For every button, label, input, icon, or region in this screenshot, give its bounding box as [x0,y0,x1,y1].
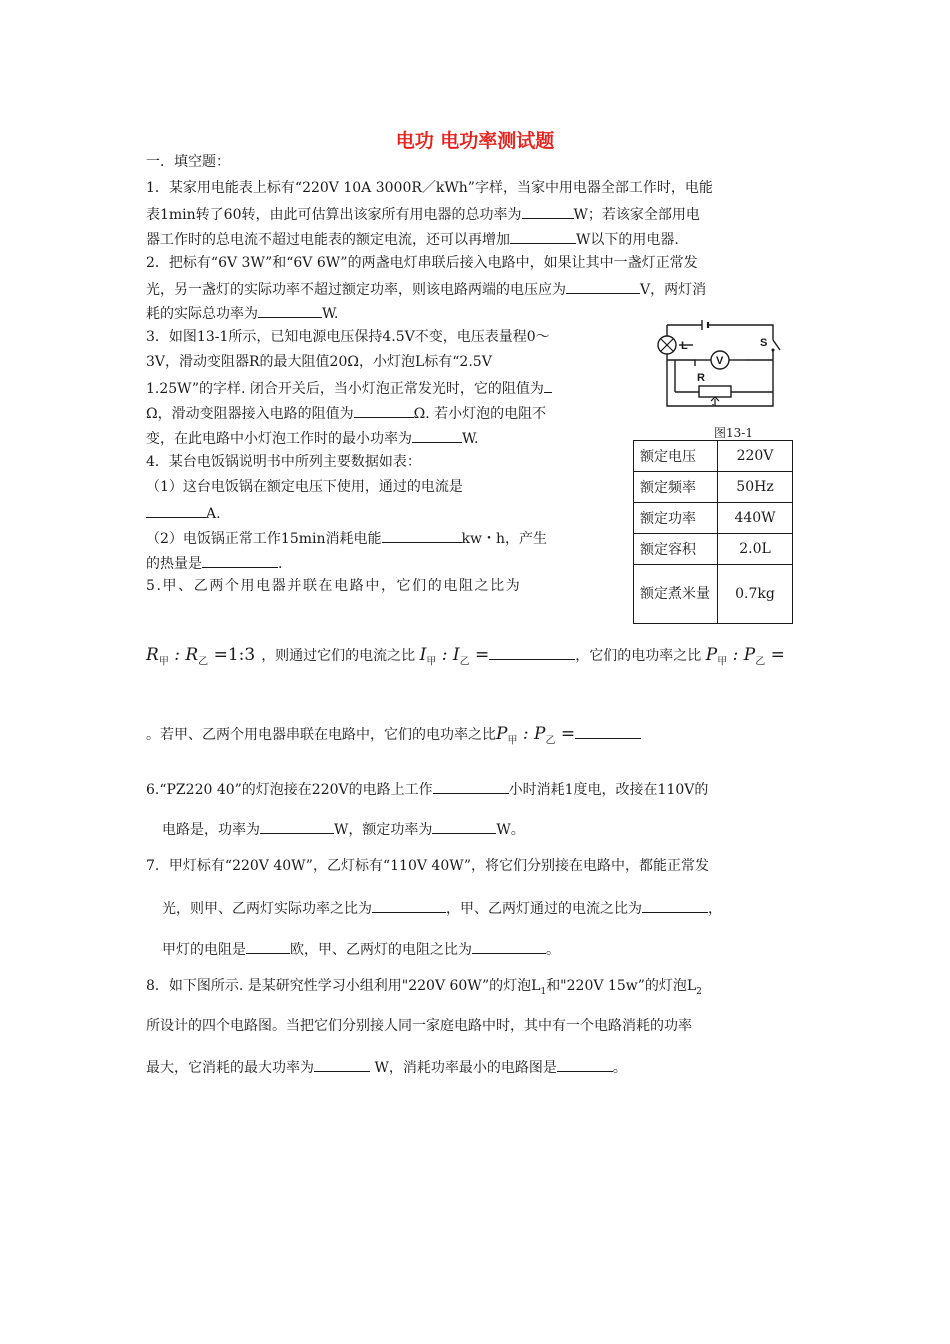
answer-blank[interactable] [372,897,446,913]
answer-blank[interactable] [433,778,509,794]
answer-blank[interactable] [412,427,462,443]
table-row: 额定频率 50Hz [634,472,793,503]
answer-blank[interactable] [544,377,552,393]
answer-blank[interactable] [557,1056,613,1072]
answer-blank[interactable] [246,938,290,954]
switch-icon [772,340,781,352]
q4-line5: 的热量是 . [146,552,282,574]
table-row: 额定功率 440W [634,503,793,534]
q1-line1: 1．某家用电能表上标有“220V 10A 3000R／kWh”字样，当家中用电器全部工作时，电能 [146,180,713,196]
answer-blank[interactable] [258,302,322,318]
q1-line2: 表1min转了60转，由此可估算出该家所有用电器的总功率为 W；若该家全部用电 [146,203,700,225]
q3-line1: 3．如图13-1所示，已知电源电压保持4.5V不变，电压表量程0～ [146,329,550,345]
section-heading: 一．填空题： [146,154,230,170]
lamp-icon [658,336,676,354]
rheostat-label: R [697,372,705,384]
q8-line3: 最大，它消耗的最大功率为 W，消耗功率最小的电路图是 。 [146,1056,627,1078]
q3-line4: Ω，滑动变阻器接入电路的阻值为 Ω. 若小灯泡的电阻不 [146,402,546,424]
q4-line3: A. [146,502,221,524]
answer-blank[interactable] [382,527,462,543]
page-title: 电功 电功率测试题 [395,130,555,152]
answer-blank[interactable] [146,502,206,518]
q7-line3: 甲灯的电阻是 欧，甲、乙两灯的电阻之比为 。 [162,938,560,960]
q6-line2: 电路是，功率为 W，额定功率为 W。 [162,818,525,840]
q1-line3: 器工作时的总电流不超过电能表的额定电流，还可以再增加 W以下的用电器. [146,228,679,250]
q2-line1: 2．把标有“6V 3W”和“6V 6W”的两盏电灯串联后接入电路中，如果让其中一盏灯正常发 [146,255,698,271]
answer-blank[interactable] [432,818,496,834]
answer-blank[interactable] [472,938,546,954]
answer-blank[interactable] [489,644,575,660]
q8-line2: 所设计的四个电路图。当把它们分别接人同一家庭电路中时，其中有一个电路消耗的功率 [146,1018,692,1034]
q3-line5: 变，在此电路中小灯泡工作时的最小功率为 W. [146,427,478,449]
q2-line3: 耗的实际总功率为 W. [146,302,338,324]
q6-line1: 6.“PZ220 40”的灯泡接在220V的电路上工作 小时消耗1度电，改接在110V的 [146,778,708,800]
battery-icon [702,320,708,330]
answer-blank[interactable] [642,897,708,913]
voltmeter-label: V [716,355,724,367]
answer-blank[interactable] [314,1056,370,1072]
q4-line1: 4．某台电饭锅说明书中所列主要数据如表： [146,454,421,470]
switch-label: S [760,337,768,349]
answer-blank[interactable] [575,723,641,739]
circuit-diagram [655,320,785,414]
q3-line3: 1.25W”的字样. 闭合开关后，当小灯泡正常发光时，它的阻值为 [146,377,552,399]
q5-line1: 5.甲、乙两个用电器并联在电路中，它们的电阻之比为 [146,578,522,594]
q4-line4: （2）电饭锅正常工作15min消耗电能 kw・h，产生 [146,527,547,549]
figure-caption: 图13-1 [714,426,753,440]
table-row: 额定电压 220V [634,441,793,472]
answer-blank[interactable] [522,203,574,219]
rheostat-icon [699,386,731,406]
q5-line2: $R_甲$ : $R_乙$ =1:3 ，则通过它们的电流之比 $I_甲$ : $I_乙$ = ，它们的电功率之比 $P_甲$ : $P_乙$ = [146,645,785,668]
q7-line2: 光，则甲、乙两灯实际功率之比为 ，甲、乙两灯通过的电流之比为 ， [162,897,722,919]
q5-line3: 。若甲、乙两个用电器串联在电路中，它们的电功率之比$P_甲$ : $P_乙$ = [146,722,641,753]
answer-blank[interactable] [354,402,414,418]
q7-line1: 7．甲灯标有“220V 40W”，乙灯标有“110V 40W”，将它们分别接在电路中，都能正常发 [146,858,710,874]
answer-blank[interactable] [202,552,278,568]
spec-table [633,440,793,624]
table-row: 额定煮米量 0.7kg [634,565,793,624]
q4-line2: （1）这台电饭锅在额定电压下使用，通过的电流是 [146,479,463,495]
q2-line2: 光，另一盏灯的实际功率不超过额定功率，则该电路两端的电压应为 V，两灯消 [146,278,706,300]
q3-line2: 3V，滑动变阻器R的最大阻值20Ω，小灯泡L标有“2.5V [146,354,492,370]
q8-line1: 8．如下图所示. 是某研究性学习小组利用"220V 60W”的灯泡$L_1$和"220V 15w”的灯泡$L_2$ [146,978,702,997]
lamp-label: L [681,340,688,352]
answer-blank[interactable] [566,278,640,294]
table-row: 额定容积 2.0L [634,534,793,565]
answer-blank[interactable] [260,818,334,834]
answer-blank[interactable] [510,228,576,244]
